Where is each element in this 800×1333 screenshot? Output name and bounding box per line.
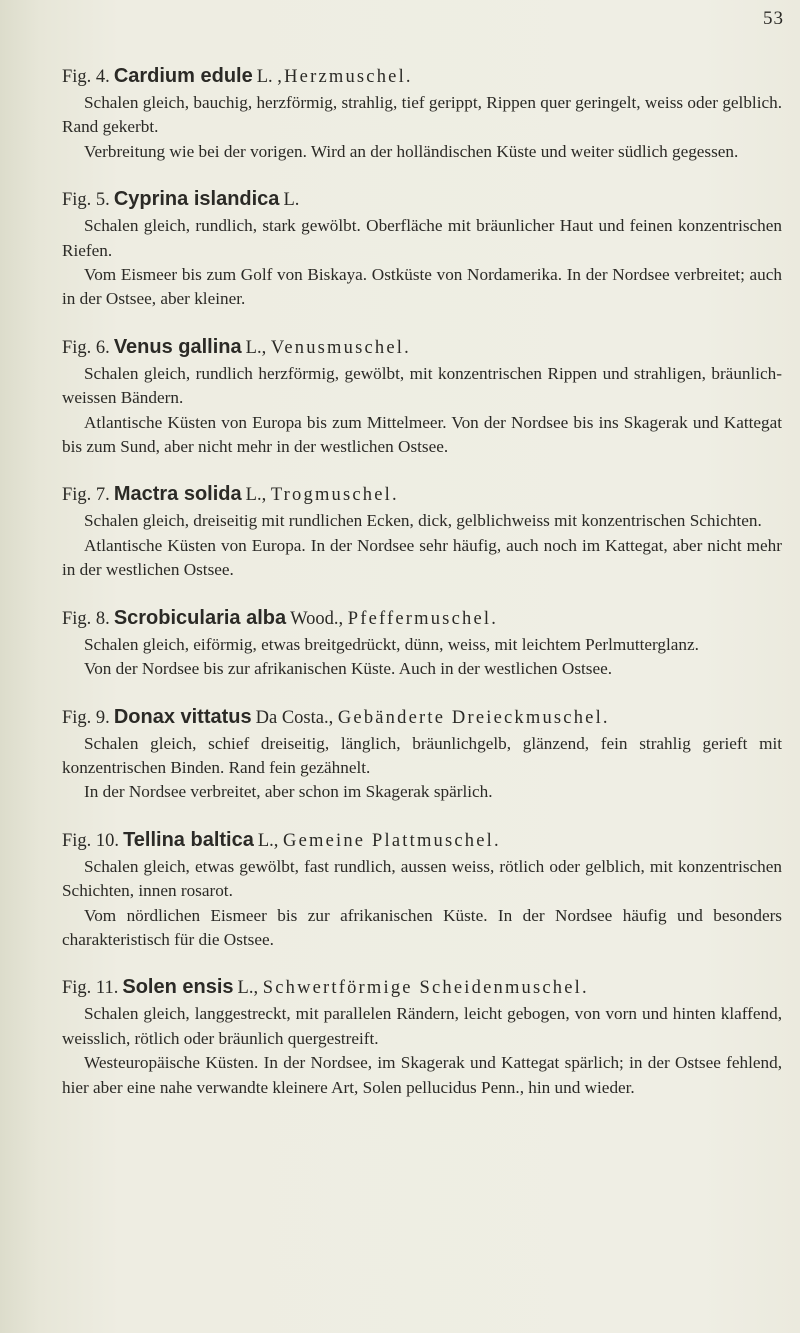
figure-label: Fig. 10. bbox=[62, 830, 120, 851]
entry-heading bbox=[62, 604, 782, 633]
common-name: Gemeine Plattmuschel. bbox=[283, 830, 501, 851]
description-paragraph: Schalen gleich, schief dreiseitig, länglich, bräunlichgelb, glänzend, fein strahlig gerieft mit konzentrischen Binden. Rand fein gezähnelt. bbox=[62, 733, 782, 777]
description-paragraph: Schalen gleich, rundlich herzförmig, gewölbt, mit konzentrischen Rippen und strahligen, bräunlich-weissen Bändern. bbox=[62, 363, 782, 408]
description-paragraph: Schalen gleich, eiförmig, etwas breitgedrückt, dünn, weiss, mit leichtem Perlmutterglanz. bbox=[84, 634, 699, 654]
figure-label: Fig. 6. bbox=[62, 337, 110, 358]
species-authority: Wood., bbox=[290, 608, 344, 629]
species-name: Cardium edule bbox=[113, 65, 253, 87]
description-paragraph: Atlantische Küsten von Europa. In der Nordsee sehr häufig, auch noch im Kattegat, aber nicht mehr in der westlichen Ostsee. bbox=[62, 535, 782, 580]
species-name: Donax vittatus bbox=[113, 705, 252, 728]
common-name: Schwertförmige Scheidenmuschel. bbox=[262, 978, 589, 999]
page-body bbox=[62, 62, 782, 1121]
species-entry bbox=[62, 62, 782, 164]
figure-label: Fig. 11. bbox=[62, 978, 119, 999]
species-name: Solen ensis bbox=[122, 976, 234, 999]
description-paragraph: Schalen gleich, etwas gewölbt, fast rundlich, aussen weiss, rötlich oder gelblich, mit konzentrischen Schichten, innen rosarot. bbox=[62, 856, 782, 901]
entry-heading bbox=[62, 480, 782, 509]
species-entry bbox=[62, 185, 782, 312]
entry-heading bbox=[62, 62, 782, 91]
description-paragraph: Westeuropäische Küsten. In der Nordsee, im Skagerak und Kattegat spärlich; in der Ostsee fehlend, hier aber eine nahe verwandte kleinere Art, Solen pellucidus Penn., hin und wieder. bbox=[62, 1053, 782, 1097]
description-paragraph: Schalen gleich, langgestreckt, mit parallelen Rändern, leicht gebogen, von vorn und hinten klaffend, weisslich, rötlich oder bräunlich quergestreift. bbox=[62, 1004, 782, 1048]
description-paragraph: Schalen gleich, dreiseitig mit rundlichen Ecken, dick, gelblichweiss mit konzentrischen Schichten. bbox=[84, 511, 762, 531]
species-name: Scrobicularia alba bbox=[113, 606, 287, 629]
description-paragraph: Schalen gleich, bauchig, herzförmig, strahlig, tief gerippt, Rippen quer geringelt, weiss oder gelblich. Rand gekerbt. bbox=[62, 93, 782, 137]
description-paragraph: Von der Nordsee bis zur afrikanischen Küste. Auch in der westlichen Ostsee. bbox=[84, 659, 613, 679]
description-paragraph: Verbreitung wie bei der vorigen. Wird an der holländischen Küste und weiter südlich gegessen. bbox=[84, 141, 739, 161]
entry-heading bbox=[62, 333, 782, 362]
figure-label: Fig. 4. bbox=[62, 67, 110, 87]
figure-label: Fig. 5. bbox=[62, 190, 110, 211]
species-authority: L., bbox=[245, 485, 267, 506]
species-authority: L., bbox=[257, 830, 279, 851]
species-name: Cyprina islandica bbox=[113, 188, 280, 211]
species-authority: L., bbox=[237, 978, 259, 999]
description-paragraph: Vom nördlichen Eismeer bis zur afrikanischen Küste. In der Nordsee häufig und besonders charakteristisch für die Ostsee. bbox=[62, 905, 782, 949]
description-paragraph: In der Nordsee verbreitet, aber schon im Skagerak spärlich. bbox=[84, 782, 493, 802]
common-name: Pfeffermuschel. bbox=[347, 608, 499, 629]
figure-label: Fig. 9. bbox=[62, 707, 110, 728]
species-authority: Da Costa., bbox=[255, 707, 334, 728]
figure-label: Fig. 8. bbox=[62, 608, 110, 629]
entry-heading bbox=[62, 973, 782, 1002]
common-name: Gebänderte Dreieckmuschel. bbox=[337, 707, 610, 728]
common-name: ,Herzmuschel. bbox=[277, 67, 413, 87]
species-name: Venus gallina bbox=[113, 335, 242, 358]
species-entry bbox=[62, 604, 782, 682]
species-name: Tellina baltica bbox=[123, 828, 254, 851]
entry-heading bbox=[62, 703, 782, 732]
figure-label: Fig. 7. bbox=[62, 485, 110, 506]
species-name: Mactra solida bbox=[113, 483, 242, 506]
species-authority: L. bbox=[256, 67, 273, 87]
species-entry bbox=[62, 480, 782, 582]
description-paragraph: Vom Eismeer bis zum Golf von Biskaya. Ostküste von Nordamerika. In der Nordsee verbreitet; auch in der Ostsee, aber kleiner. bbox=[62, 265, 782, 309]
description-paragraph: Schalen gleich, rundlich, stark gewölbt. Oberfläche mit bräunlicher Haut und feinen konzentrischen Riefen. bbox=[62, 216, 782, 260]
common-name: Trogmuschel. bbox=[270, 485, 399, 506]
species-authority: L., bbox=[245, 337, 267, 358]
entry-heading bbox=[62, 185, 782, 214]
entry-heading bbox=[62, 826, 782, 855]
species-entry bbox=[62, 703, 782, 805]
species-entry bbox=[62, 973, 782, 1100]
common-name: Venusmuschel. bbox=[270, 337, 411, 358]
species-entry bbox=[62, 826, 782, 953]
description-paragraph: Atlantische Küsten von Europa bis zum Mittelmeer. Von der Nordsee bis ins Skagerak und Kattegat bis zum Sund, aber nicht mehr in der westlichen Ostsee. bbox=[62, 412, 782, 457]
page-number: 53 bbox=[763, 8, 784, 29]
species-entry bbox=[62, 333, 782, 460]
species-authority: L. bbox=[283, 190, 300, 211]
